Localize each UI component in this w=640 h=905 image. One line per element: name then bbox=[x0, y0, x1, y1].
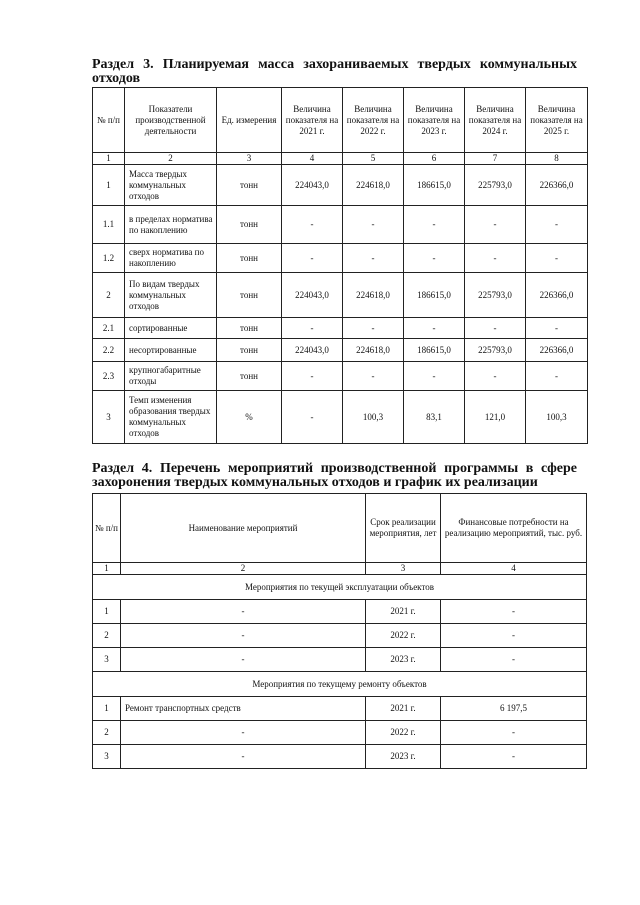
table-cell: - bbox=[121, 624, 366, 648]
section-4-table bbox=[92, 493, 587, 769]
table-cell: 2023 г. bbox=[366, 648, 441, 672]
table-row bbox=[93, 206, 588, 244]
table-cell: - bbox=[526, 362, 588, 391]
column-number: 4 bbox=[282, 153, 343, 165]
column-header: Финансовые потребности на реализацию мероприятий, тыс. руб. bbox=[441, 494, 587, 563]
table-cell: - bbox=[121, 721, 366, 745]
table-cell: тонн bbox=[217, 362, 282, 391]
column-header: № п/п bbox=[93, 494, 121, 563]
column-number: 1 bbox=[93, 153, 125, 165]
table-cell: - bbox=[526, 244, 588, 273]
column-number: 2 bbox=[125, 153, 217, 165]
group-row bbox=[93, 575, 587, 600]
group-row bbox=[93, 672, 587, 697]
table-row bbox=[93, 362, 588, 391]
table-cell: тонн bbox=[217, 318, 282, 339]
column-header: Срок реализации мероприятия, лет bbox=[366, 494, 441, 563]
column-number-row bbox=[93, 153, 588, 165]
table-cell: - bbox=[404, 244, 465, 273]
table-cell: 83,1 bbox=[404, 391, 465, 444]
table-cell: 224618,0 bbox=[343, 339, 404, 362]
table-cell: - bbox=[404, 318, 465, 339]
table-cell: 186615,0 bbox=[404, 339, 465, 362]
table-row bbox=[93, 391, 588, 444]
table-cell: тонн bbox=[217, 339, 282, 362]
table-cell: 226366,0 bbox=[526, 273, 588, 318]
table-cell: 1.2 bbox=[93, 244, 125, 273]
table-cell: - bbox=[465, 244, 526, 273]
table-cell: 2.3 bbox=[93, 362, 125, 391]
table-cell: тонн bbox=[217, 206, 282, 244]
table-cell: - bbox=[526, 318, 588, 339]
table-row bbox=[93, 721, 587, 745]
table-cell: 224618,0 bbox=[343, 165, 404, 206]
table-cell: - bbox=[441, 600, 587, 624]
header-row bbox=[93, 88, 588, 153]
table-row bbox=[93, 745, 587, 769]
column-number: 1 bbox=[93, 563, 121, 575]
table-row bbox=[93, 624, 587, 648]
table-cell: 2.2 bbox=[93, 339, 125, 362]
table-cell: - bbox=[121, 648, 366, 672]
table-cell: По видам твердых коммунальных отходов bbox=[125, 273, 217, 318]
table-cell: 2 bbox=[93, 273, 125, 318]
table-cell: 121,0 bbox=[465, 391, 526, 444]
table-cell: 2021 г. bbox=[366, 697, 441, 721]
table-cell: - bbox=[465, 362, 526, 391]
column-number: 3 bbox=[217, 153, 282, 165]
table-cell: - bbox=[343, 362, 404, 391]
column-number: 8 bbox=[526, 153, 588, 165]
table-cell: Масса твердых коммунальных отходов bbox=[125, 165, 217, 206]
table-cell: 226366,0 bbox=[526, 165, 588, 206]
table-cell: 1.1 bbox=[93, 206, 125, 244]
table-row bbox=[93, 600, 587, 624]
table-cell: - bbox=[441, 721, 587, 745]
table-cell: тонн bbox=[217, 165, 282, 206]
table-row bbox=[93, 273, 588, 318]
table-cell: 2 bbox=[93, 624, 121, 648]
table-cell: 224043,0 bbox=[282, 273, 343, 318]
column-number: 3 bbox=[366, 563, 441, 575]
table-cell: 2023 г. bbox=[366, 745, 441, 769]
column-number-row bbox=[93, 563, 587, 575]
table-row bbox=[93, 318, 588, 339]
table-cell: 225793,0 bbox=[465, 273, 526, 318]
table-cell: 2022 г. bbox=[366, 721, 441, 745]
group-title: Мероприятия по текущему ремонту объектов bbox=[93, 672, 587, 697]
table-row bbox=[93, 165, 588, 206]
table-cell: 225793,0 bbox=[465, 165, 526, 206]
table-cell: - bbox=[282, 318, 343, 339]
table-cell: - bbox=[121, 745, 366, 769]
table-cell: 226366,0 bbox=[526, 339, 588, 362]
table-cell: 3 bbox=[93, 648, 121, 672]
table-cell: тонн bbox=[217, 244, 282, 273]
table-cell: 6 197,5 bbox=[441, 697, 587, 721]
column-number: 4 bbox=[441, 563, 587, 575]
table-cell: - bbox=[282, 206, 343, 244]
table-cell: 186615,0 bbox=[404, 273, 465, 318]
table-cell: крупногабаритные отходы bbox=[125, 362, 217, 391]
table-row bbox=[93, 648, 587, 672]
table-cell: 2021 г. bbox=[366, 600, 441, 624]
table-cell: 186615,0 bbox=[404, 165, 465, 206]
table-cell: 2 bbox=[93, 721, 121, 745]
table-cell: несортированные bbox=[125, 339, 217, 362]
column-header: Ед. измерения bbox=[217, 88, 282, 153]
column-number: 2 bbox=[121, 563, 366, 575]
table-cell: - bbox=[282, 391, 343, 444]
table-cell: Ремонт транспортных средств bbox=[121, 697, 366, 721]
table-cell: 1 bbox=[93, 165, 125, 206]
column-header: Величина показателя на 2025 г. bbox=[526, 88, 588, 153]
table-cell: - bbox=[343, 244, 404, 273]
table-cell: 3 bbox=[93, 391, 125, 444]
table-cell: 2022 г. bbox=[366, 624, 441, 648]
column-header: Показатели производственной деятельности bbox=[125, 88, 217, 153]
table-cell: 224043,0 bbox=[282, 339, 343, 362]
table-cell: 2.1 bbox=[93, 318, 125, 339]
table-cell: Темп изменения образования твердых коммунальных отходов bbox=[125, 391, 217, 444]
table-cell: тонн bbox=[217, 273, 282, 318]
group-title: Мероприятия по текущей эксплуатации объектов bbox=[93, 575, 587, 600]
column-header: Величина показателя на 2024 г. bbox=[465, 88, 526, 153]
table-cell: - bbox=[282, 244, 343, 273]
table-cell: 1 bbox=[93, 600, 121, 624]
table-cell: - bbox=[343, 318, 404, 339]
table-cell: 100,3 bbox=[343, 391, 404, 444]
column-header: № п/п bbox=[93, 88, 125, 153]
table-row bbox=[93, 697, 587, 721]
table-row bbox=[93, 244, 588, 273]
table-cell: - bbox=[121, 600, 366, 624]
table-cell: - bbox=[465, 318, 526, 339]
table-cell: - bbox=[441, 648, 587, 672]
column-header: Величина показателя на 2022 г. bbox=[343, 88, 404, 153]
table-cell: в пределах норматива по накоплению bbox=[125, 206, 217, 244]
table-cell: 225793,0 bbox=[465, 339, 526, 362]
table-cell: 224043,0 bbox=[282, 165, 343, 206]
table-cell: % bbox=[217, 391, 282, 444]
column-header: Величина показателя на 2023 г. bbox=[404, 88, 465, 153]
column-number: 6 bbox=[404, 153, 465, 165]
table-cell: - bbox=[343, 206, 404, 244]
table-cell: - bbox=[441, 624, 587, 648]
section-4-title: Раздел 4. Перечень мероприятий производственной программы в сфере захоронения твердых коммунальных отходов и график их реализации bbox=[92, 461, 577, 490]
table-cell: 224618,0 bbox=[343, 273, 404, 318]
table-cell: - bbox=[465, 206, 526, 244]
header-row bbox=[93, 494, 587, 563]
column-header: Величина показателя на 2021 г. bbox=[282, 88, 343, 153]
table-cell: 100,3 bbox=[526, 391, 588, 444]
table-cell: - bbox=[526, 206, 588, 244]
table-cell: 3 bbox=[93, 745, 121, 769]
table-cell: - bbox=[441, 745, 587, 769]
table-cell: - bbox=[282, 362, 343, 391]
table-cell: сверх норматива по накоплению bbox=[125, 244, 217, 273]
table-cell: сортированные bbox=[125, 318, 217, 339]
table-cell: - bbox=[404, 206, 465, 244]
table-cell: 1 bbox=[93, 697, 121, 721]
column-number: 5 bbox=[343, 153, 404, 165]
section-3-table bbox=[92, 87, 588, 444]
section-3-title: Раздел 3. Планируемая масса захораниваемых твердых коммунальных отходов bbox=[92, 57, 577, 86]
column-header: Наименование мероприятий bbox=[121, 494, 366, 563]
column-number: 7 bbox=[465, 153, 526, 165]
table-row bbox=[93, 339, 588, 362]
table-cell: - bbox=[404, 362, 465, 391]
